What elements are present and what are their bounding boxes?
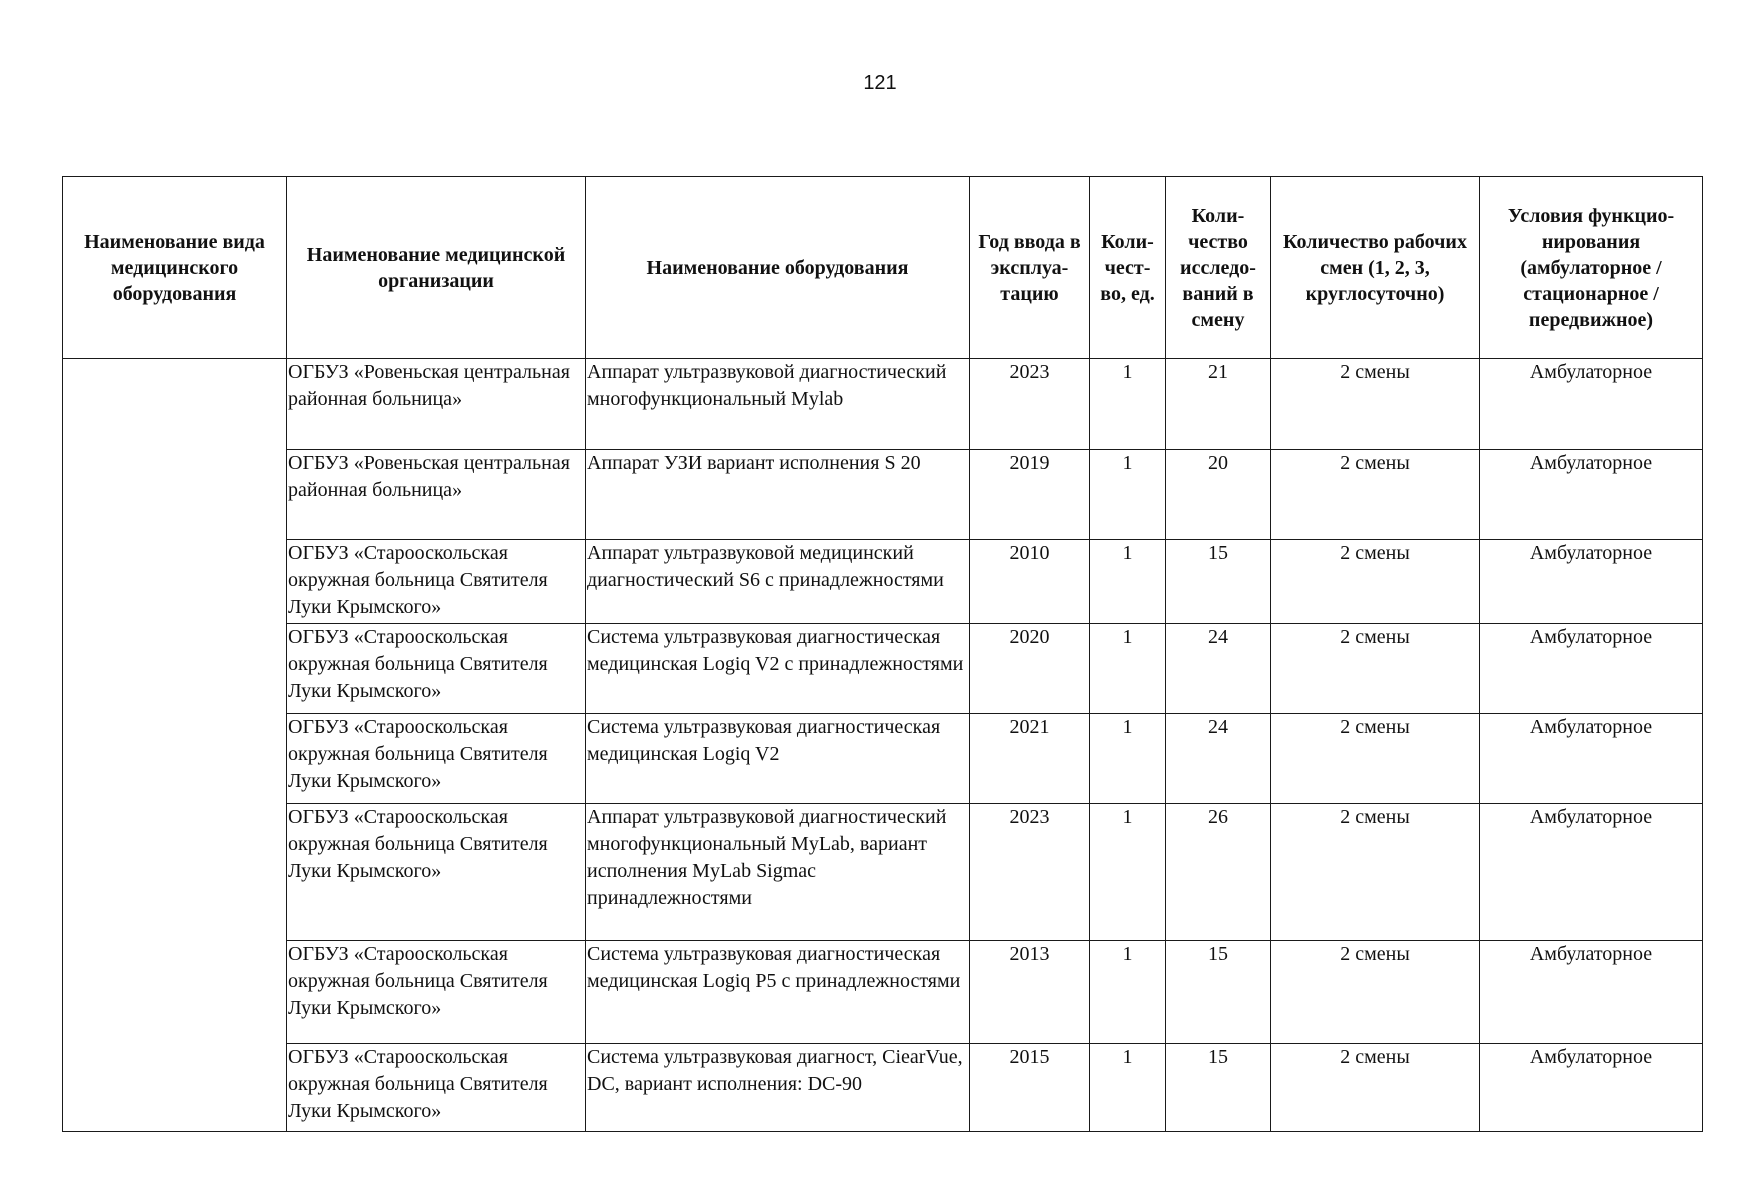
header-quantity: Коли-чест-во, ед. (1090, 177, 1166, 359)
organization-cell: ОГБУЗ «Старооскольская окружная больница Святителя Луки Крымского» (287, 540, 586, 624)
conditions-cell: Амбулаторное (1480, 359, 1703, 450)
conditions-cell: Амбулаторное (1480, 450, 1703, 540)
table-header-row (63, 177, 1703, 359)
table-row (63, 941, 1703, 1044)
header-commission-year: Год ввода в эксплуа-тацию (970, 177, 1090, 359)
shifts-cell: 2 смены (1271, 540, 1480, 624)
equipment-cell: Аппарат УЗИ вариант исполнения S 20 (586, 450, 970, 540)
quantity-cell: 1 (1090, 804, 1166, 941)
equipment-cell: Аппарат ультразвуковой диагностический многофункциональный MyLab, вариант исполнения MyLab Sigmac принадлежностями (586, 804, 970, 941)
table-row (63, 624, 1703, 714)
studies-cell: 24 (1166, 624, 1271, 714)
table-row (63, 450, 1703, 540)
shifts-cell: 2 смены (1271, 804, 1480, 941)
year-cell: 2013 (970, 941, 1090, 1044)
conditions-cell: Амбулаторное (1480, 624, 1703, 714)
header-studies-per-shift: Коли-чество исследо-ваний в смену (1166, 177, 1271, 359)
conditions-cell: Амбулаторное (1480, 941, 1703, 1044)
organization-cell: ОГБУЗ «Ровеньская центральная районная больница» (287, 359, 586, 450)
table-row (63, 1044, 1703, 1132)
year-cell: 2015 (970, 1044, 1090, 1132)
header-organization: Наименование медицинской организации (287, 177, 586, 359)
quantity-cell: 1 (1090, 714, 1166, 804)
year-cell: 2010 (970, 540, 1090, 624)
equipment-cell: Система ультразвуковая диагностическая медицинская Logiq P5 с принадлежностями (586, 941, 970, 1044)
quantity-cell: 1 (1090, 450, 1166, 540)
year-cell: 2023 (970, 804, 1090, 941)
shifts-cell: 2 смены (1271, 1044, 1480, 1132)
organization-cell: ОГБУЗ «Старооскольская окружная больница Святителя Луки Крымского» (287, 804, 586, 941)
year-cell: 2019 (970, 450, 1090, 540)
equipment-cell: Система ультразвуковая диагностическая медицинская Logiq V2 (586, 714, 970, 804)
conditions-cell: Амбулаторное (1480, 804, 1703, 941)
header-equipment-name: Наименование оборудования (586, 177, 970, 359)
shifts-cell: 2 смены (1271, 359, 1480, 450)
studies-cell: 21 (1166, 359, 1271, 450)
table-row (63, 540, 1703, 624)
quantity-cell: 1 (1090, 359, 1166, 450)
shifts-cell: 2 смены (1271, 714, 1480, 804)
quantity-cell: 1 (1090, 540, 1166, 624)
table-row (63, 714, 1703, 804)
equipment-cell: Система ультразвуковая диагностическая медицинская Logiq V2 с принадлежностями (586, 624, 970, 714)
studies-cell: 24 (1166, 714, 1271, 804)
organization-cell: ОГБУЗ «Старооскольская окружная больница Святителя Луки Крымского» (287, 714, 586, 804)
conditions-cell: Амбулаторное (1480, 540, 1703, 624)
organization-cell: ОГБУЗ «Старооскольская окружная больница Святителя Луки Крымского» (287, 1044, 586, 1132)
table-row (63, 804, 1703, 941)
equipment-cell: Аппарат ультразвуковой диагностический многофункциональный Mylab (586, 359, 970, 450)
shifts-cell: 2 смены (1271, 941, 1480, 1044)
table-row (63, 359, 1703, 450)
equipment-cell: Система ультразвуковая диагност, CiearVue, DC, вариант исполнения: DC-90 (586, 1044, 970, 1132)
page-number: 121 (863, 72, 897, 94)
shifts-cell: 2 смены (1271, 624, 1480, 714)
conditions-cell: Амбулаторное (1480, 1044, 1703, 1132)
header-shift-count: Количество рабочих смен (1, 2, 3, круглосуточно) (1271, 177, 1480, 359)
quantity-cell: 1 (1090, 1044, 1166, 1132)
studies-cell: 15 (1166, 540, 1271, 624)
year-cell: 2020 (970, 624, 1090, 714)
organization-cell: ОГБУЗ «Старооскольская окружная больница Святителя Луки Крымского» (287, 941, 586, 1044)
year-cell: 2023 (970, 359, 1090, 450)
header-equipment-type: Наименование вида медицинского оборудования (63, 177, 287, 359)
equipment-table (62, 176, 1703, 1132)
year-cell: 2021 (970, 714, 1090, 804)
studies-cell: 20 (1166, 450, 1271, 540)
equipment-type-cell (63, 359, 287, 1132)
organization-cell: ОГБУЗ «Старооскольская окружная больница Святителя Луки Крымского» (287, 624, 586, 714)
studies-cell: 15 (1166, 941, 1271, 1044)
shifts-cell: 2 смены (1271, 450, 1480, 540)
equipment-cell: Аппарат ультразвуковой медицинский диагностический S6 с принадлежностями (586, 540, 970, 624)
conditions-cell: Амбулаторное (1480, 714, 1703, 804)
organization-cell: ОГБУЗ «Ровеньская центральная районная больница» (287, 450, 586, 540)
studies-cell: 15 (1166, 1044, 1271, 1132)
studies-cell: 26 (1166, 804, 1271, 941)
header-conditions: Условия функцио-нирования (амбулаторное / стационарное / передвижное) (1480, 177, 1703, 359)
quantity-cell: 1 (1090, 624, 1166, 714)
quantity-cell: 1 (1090, 941, 1166, 1044)
